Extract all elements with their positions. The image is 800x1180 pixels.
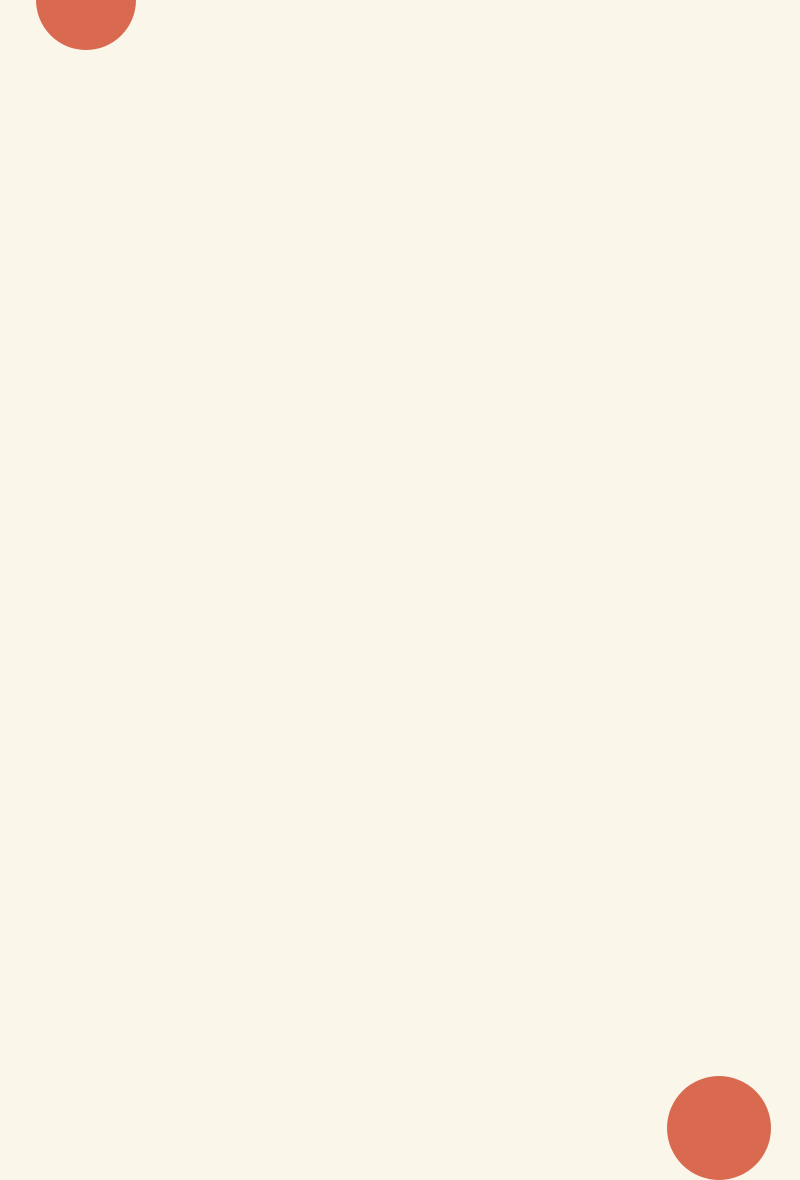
header-metric-conversion xyxy=(254,325,399,343)
conversion-table xyxy=(54,300,742,368)
header-measurement xyxy=(399,325,594,343)
title-block xyxy=(0,128,800,142)
header-conversion xyxy=(594,325,742,343)
table-header-row xyxy=(54,300,742,368)
header-us-measurements xyxy=(54,325,254,343)
top-left-circle xyxy=(36,0,136,50)
bottom-right-circle xyxy=(667,1076,771,1180)
